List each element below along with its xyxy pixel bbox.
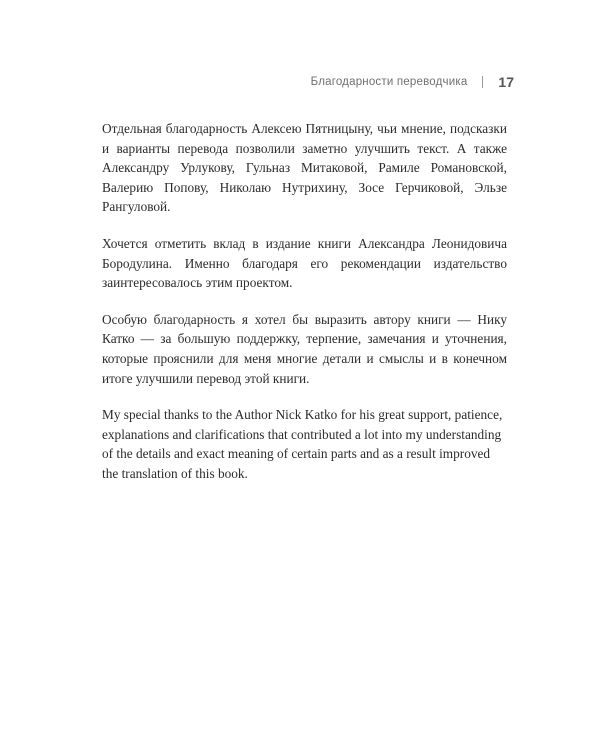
header-divider (482, 76, 483, 88)
running-head (311, 74, 514, 90)
running-title: Благодарности переводчика (310, 76, 468, 88)
paragraph-author-thanks-ru: Особую благодарность я хотел бы выразить автору книги — Нику Катко — за большую поддержку, терпение, замечания и уточнения, которые прояснили для меня многие детали и смыслы и в конечном итоге улучшили перевод этой книги. (102, 311, 507, 386)
paragraph-author-thanks-en: My special thanks to the Author Nick Katko for his great support, patience, explanations and clarifications that contributed a lot into my understanding of the details and exact meaning of certain parts and as a result improved the translation of this book. (102, 407, 503, 481)
body-text (102, 119, 507, 501)
page-number: 17 (498, 74, 514, 90)
paragraph-acknowledgements: Отдельная благодарность Алексею Пятницыну, чьи мнение, подсказки и варианты перевода позволили заметно улучшить текст. А также Александру Урлукову, Гульназ Митаковой, Рамиле Романовской, Валерию Попову, Николаю Нутрихину, Зосе Герчиковой, Эльзе Рангуловой. (102, 121, 507, 215)
paragraph-publisher-contribution: Хочется отметить вклад в издание книги Александра Леонидовича Бородулина. Именно благодаря его рекомендации издательство заинтересовалось этим проектом. (102, 235, 507, 291)
